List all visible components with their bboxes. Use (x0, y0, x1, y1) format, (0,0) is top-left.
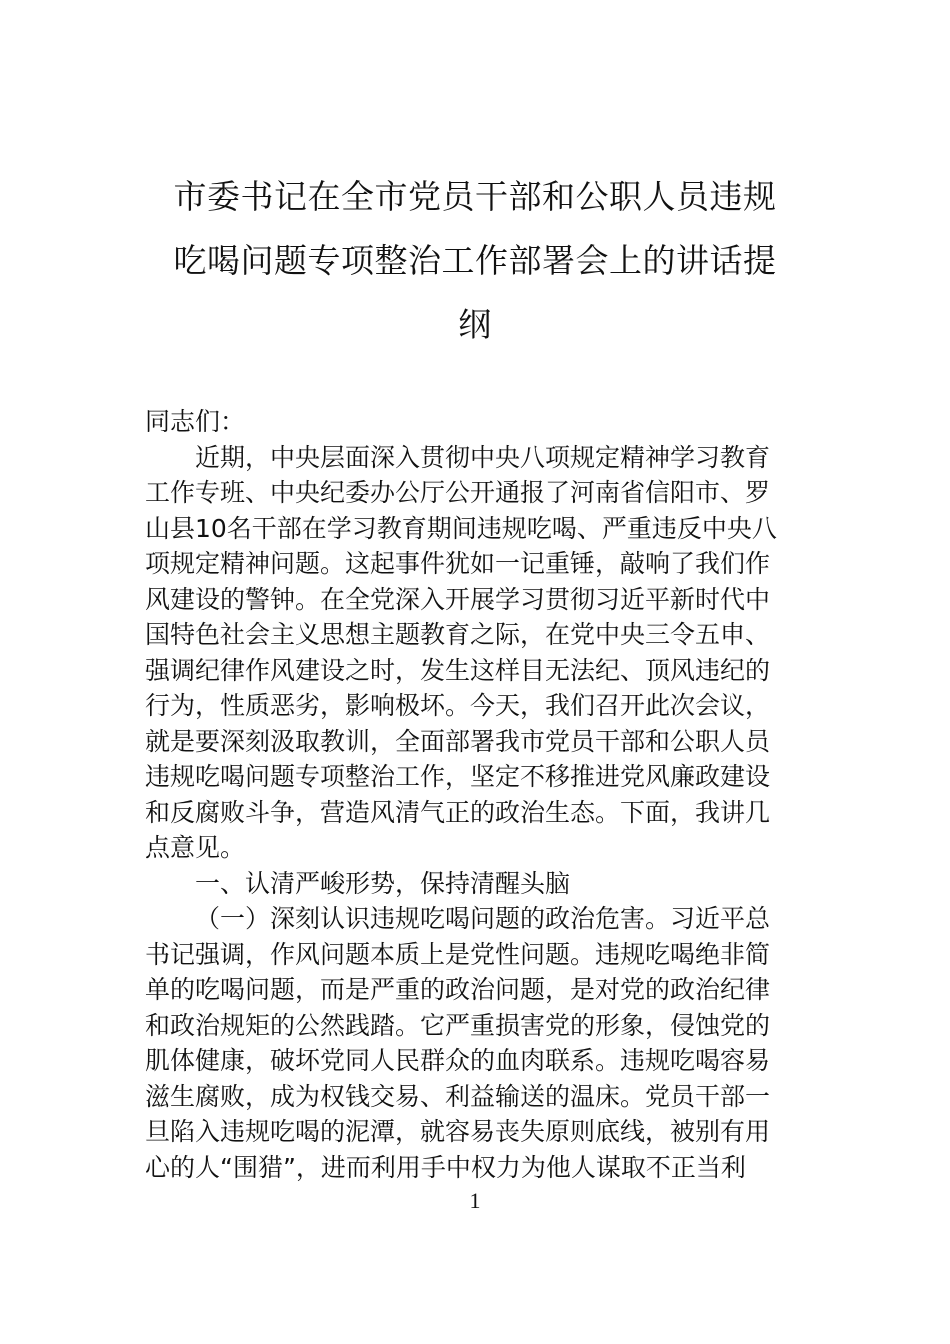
title-line-3: 纲 (458, 305, 492, 344)
title-line-2: 吃喝问题专项整治工作部署会上的讲话提 (173, 241, 777, 280)
subsection-heading-line: （一）深刻认识违规吃喝问题的政治危害。习近平总 (195, 904, 771, 933)
paragraph-line: 山县10名干部在学习教育期间违规吃喝、严重违反中央八 (145, 513, 777, 543)
paragraph-line: 点意见。 (145, 833, 246, 862)
paragraph-line: 项规定精神问题。这起事件犹如一记重锤，敲响了我们作 (145, 549, 771, 578)
paragraph-line: 滋生腐败，成为权钱交易、利益输送的温床。党员干部一 (145, 1081, 771, 1111)
document-body (145, 404, 810, 1185)
paragraph-line: 工作专班、中央纪委办公厅公开通报了河南省信阳市、罗 (145, 478, 771, 507)
paragraph-line: 违规吃喝问题专项整治工作，坚定不移推进党风廉政建设 (145, 762, 771, 791)
section-heading: 一、认清严峻形势，保持清醒头脑 (195, 868, 571, 898)
salutation: 同志们： (145, 407, 246, 436)
paragraph-line: 和政治规矩的公然践踏。它严重损害党的形象，侵蚀党的 (145, 1010, 771, 1040)
paragraph-line: 单的吃喝问题，而是严重的政治问题，是对党的政治纪律 (145, 975, 771, 1004)
title-line-1: 市委书记在全市党员干部和公职人员违规 (173, 177, 777, 216)
paragraph-line: 就是要深刻汲取教训，全面部署我市党员干部和公职人员 (145, 726, 771, 756)
paragraph-line: 风建设的警钟。在全党深入开展学习贯彻习近平新时代中 (145, 584, 771, 614)
document-title (150, 165, 800, 357)
paragraph-line: 和反腐败斗争，营造风清气正的政治生态。下面，我讲几 (145, 797, 771, 827)
paragraph-line: 书记强调，作风问题本质上是党性问题。违规吃喝绝非简 (145, 939, 771, 969)
paragraph-line: 行为，性质恶劣，影响极坏。今天，我们召开此次会议， (145, 691, 771, 720)
paragraph-line: 国特色社会主义思想主题教育之际，在党中央三令五申、 (145, 620, 771, 649)
paragraph-line: 强调纪律作风建设之时，发生这样目无法纪、顶风违纪的 (145, 655, 771, 685)
paragraph-line: 心的人“围猎”，进而利用手中权力为他人谋取不正当利 (145, 1152, 746, 1182)
paragraph-line: 旦陷入违规吃喝的泥潭，就容易丧失原则底线，被别有用 (145, 1117, 771, 1146)
paragraph-line: 肌体健康，破坏党同人民群众的血肉联系。违规吃喝容易 (145, 1046, 771, 1075)
paragraph-line: 近期，中央层面深入贯彻中央八项规定精神学习教育 (195, 442, 771, 472)
page-number: 1 (469, 1188, 481, 1213)
